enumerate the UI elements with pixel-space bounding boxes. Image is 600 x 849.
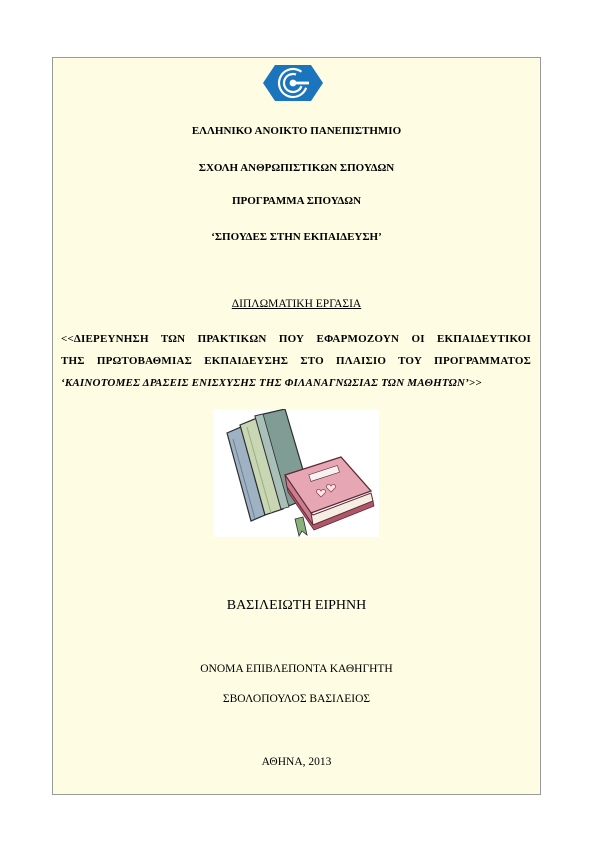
thesis-title-line-2: ΤΗΣ ΠΡΩΤΟΒΑΘΜΙΑΣ ΕΚΠΑΙΔΕΥΣΗΣ ΣΤΟ ΠΛΑΙΣΙΟ ΤΟΥ ΠΡΟΓΡΑΜΜΑΤΟΣ <box>61 355 531 367</box>
university-name: ΕΛΛΗΝΙΚΟ ΑΝΟΙΚΤΟ ΠΑΝΕΠΙΣΤΗΜΙΟ <box>191 125 402 137</box>
author-name: ΒΑΣΙΛΕΙΩΤΗ ΕΙΡΗΝΗ <box>226 598 367 613</box>
thesis-title-program-name: ‘ΚΑΙΝΟΤΟΜΕΣ ΔΡΑΣΕΙΣ ΕΝΙΣΧΥΣΗΣ ΤΗΣ ΦΙΛΑΝΑΓΝΩΣΙΑΣ ΤΩΝ ΜΑΘΗΤΩΝ’ <box>61 377 470 389</box>
university-logo-icon <box>262 63 324 103</box>
place-and-date: ΑΘΗΝΑ, 2013 <box>261 756 332 768</box>
school-name: ΣΧΟΛΗ ΑΝΘΡΩΠΙΣΤΙΚΩΝ ΣΠΟΥΔΩΝ <box>198 162 395 174</box>
thesis-type: ΔΙΠΛΩΜΑΤΙΚΗ ΕΡΓΑΣΙΑ <box>231 298 362 310</box>
cover-page <box>52 57 541 795</box>
supervisor-label: ΟΝΟΜΑ ΕΠΙΒΛΕΠΟΝΤΑ ΚΑΘΗΓΗΤΗ <box>200 663 393 675</box>
thesis-title-closing: >> <box>469 377 482 389</box>
program-name: ‘ΣΠΟΥΔΕΣ ΣΤΗΝ ΕΚΠΑΙΔΕΥΣΗ’ <box>211 231 382 243</box>
program-label: ΠΡΟΓΡΑΜΜΑ ΣΠΟΥΔΩΝ <box>231 195 362 207</box>
supervisor-name: ΣΒΟΛΟΠΟΥΛΟΣ ΒΑΣΙΛΕΙΟΣ <box>222 693 371 705</box>
books-illustration-icon <box>213 409 379 537</box>
thesis-title-line-1: <<ΔΙΕΡΕΥΝΗΣΗ ΤΩΝ ΠΡΑΚΤΙΚΩΝ ΠΟΥ ΕΦΑΡΜΟΖΟΥΝ ΟΙ ΕΚΠΑΙΔΕΥΤΙΚΟΙ <box>61 333 531 345</box>
thesis-title-line-3 <box>61 376 531 390</box>
